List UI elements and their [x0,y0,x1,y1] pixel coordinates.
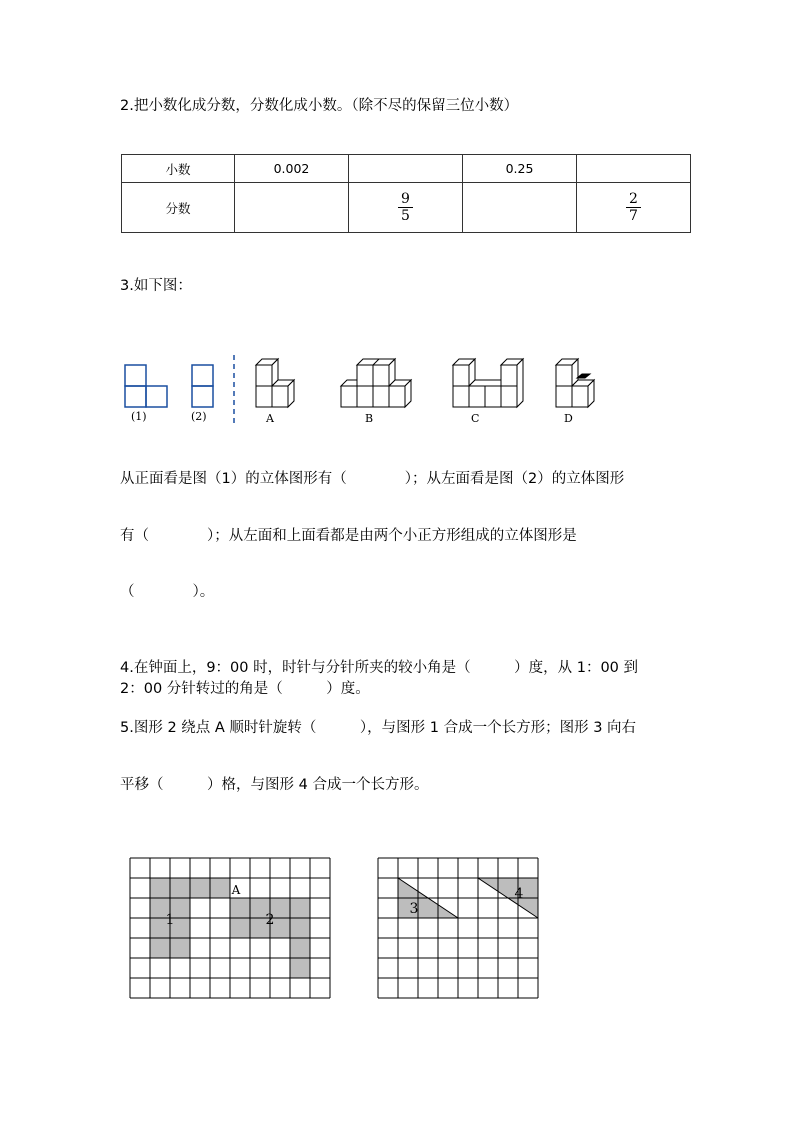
solid-d-label: D [564,412,573,425]
shape-1-label: 1 [165,912,175,928]
fraction-cell[interactable] [235,183,349,233]
decimal-row [122,155,691,183]
fraction-row [122,183,691,233]
solid-b-label: B [365,412,374,425]
q3-line-2: 有（ ）；从左面和上面看都是由两个小正方形组成的立体图形是 [120,528,577,544]
q3-title: 3.如下图： [120,278,192,294]
fraction-numerator: 9 [398,191,413,208]
decimal-cell[interactable]: 0.25 [463,155,577,183]
fraction-numerator: 2 [626,191,641,208]
view-1-label: (1) [131,410,147,423]
decimal-cell[interactable] [349,155,463,183]
solid-c-label: C [471,412,480,425]
q4-line-1: 4.在钟面上，9：00 时，时针与分针所夹的较小角是（ ）度，从 1：00 到 [120,660,639,676]
grid-left [128,856,334,1002]
fraction-cell[interactable] [349,183,463,233]
q3-line-1: 从正面看是图（1）的立体图形有（ ）；从左面看是图（2）的立体图形 [120,471,625,487]
q3-line-3: （ ）。 [120,584,215,600]
view-2-label: (2) [191,410,207,423]
shape-4-label: 4 [514,886,524,902]
fraction-two-sevenths [626,191,641,224]
decimal-cell[interactable]: 0.002 [235,155,349,183]
view-1-figure [125,365,167,407]
fraction-denominator: 5 [401,208,410,224]
fraction-row-label: 分数 [122,183,235,233]
solid-d-figure [556,359,594,407]
view-2-figure [192,365,213,407]
fraction-cell[interactable] [577,183,691,233]
q5-line-1: 5.图形 2 绕点 A 顺时针旋转（ ），与图形 1 合成一个长方形；图形 3 向右 [120,720,637,736]
conversion-table [121,154,691,233]
fraction-cell[interactable] [463,183,577,233]
solid-c-figure [453,359,523,407]
q5-line-2: 平移（ ）格，与图形 4 合成一个长方形。 [120,777,429,793]
solid-b-figure [341,359,411,407]
decimal-row-label: 小数 [122,155,235,183]
decimal-cell[interactable] [577,155,691,183]
fraction-nine-fifths [398,191,413,224]
q3-figures [110,345,610,435]
shape-2-label: 2 [265,912,275,928]
solid-a-label: A [266,412,274,425]
q2-title: 2.把小数化成分数，分数化成小数。（除不尽的保留三位小数） [120,98,519,114]
fraction-denominator: 7 [629,208,638,224]
point-a-label: A [231,883,241,897]
grid-right [376,856,542,1002]
shape-3-label: 3 [409,901,419,917]
q4-line-2: 2：00 分针转过的角是（ ）度。 [120,681,370,697]
solid-a-figure [256,359,294,407]
